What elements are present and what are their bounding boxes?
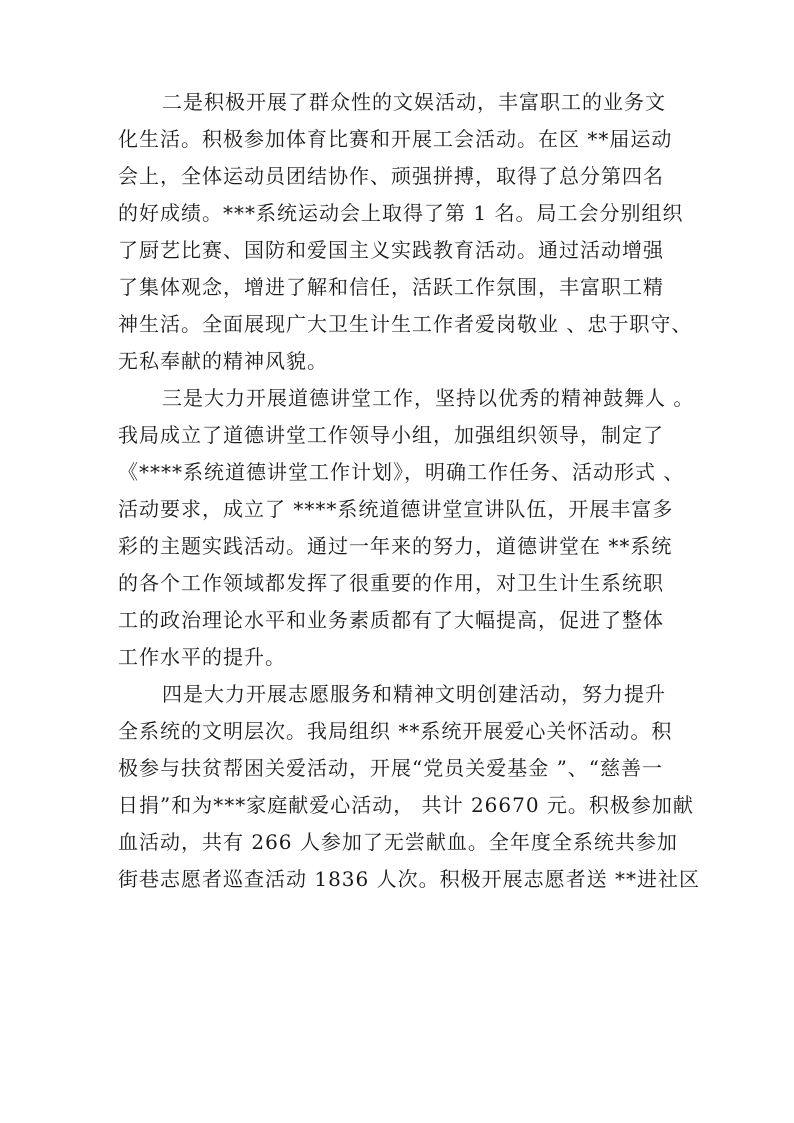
paragraph-line: 工作水平的提升。 — [118, 645, 286, 669]
paragraph-line: 了集体观念，增进了解和信任，活跃工作氛围，丰富职工精 — [118, 275, 664, 299]
paragraph-line: 无私奉献的精神风貌。 — [118, 349, 328, 373]
paragraph-line: 街巷志愿者巡查活动 1836 人次。积极开展志愿者送 **进社区 — [118, 867, 700, 891]
paragraph-line: 我局成立了道德讲堂工作领导小组，加强组织领导，制定了 — [118, 423, 664, 447]
document-body — [118, 84, 700, 898]
paragraph-line: 三是大力开展道德讲堂工作，坚持以优秀的精神鼓舞人 。 — [162, 386, 695, 410]
paragraph-line: 《****系统道德讲堂工作计划》，明确工作任务、活动形式 、 — [118, 460, 685, 484]
paragraph-line: 四是大力开展志愿服务和精神文明创建活动，努力提升 — [162, 682, 666, 706]
paragraph-line: 工的政治理论水平和业务素质都有了大幅提高，促进了整体 — [118, 608, 664, 632]
paragraph-line: 日捐”和为***家庭献爱心活动， 共计 26670 元。积极参加献 — [118, 793, 694, 817]
paragraph-line: 的好成绩。***系统运动会上取得了第 1 名。局工会分别组织 — [118, 201, 684, 225]
paragraph-line: 活动要求，成立了 ****系统道德讲堂宣讲队伍，开展丰富多 — [118, 497, 674, 521]
paragraph-moral-lecture — [118, 380, 695, 676]
paragraph-line: 了厨艺比赛、国防和爱国主义实践教育活动。通过活动增强 — [118, 238, 664, 262]
paragraph-line: 神生活。全面展现广大卫生计生工作者爱岗敬业 、忠于职守、 — [118, 312, 693, 336]
paragraph-line: 血活动，共有 266 人参加了无尝献血。全年度全系统共参加 — [118, 830, 678, 854]
paragraph-line: 彩的主题实践活动。通过一年来的努力，道德讲堂在 **系统 — [118, 534, 673, 558]
paragraph-line: 极参与扶贫帮困关爱活动，开展“党员关爱基金 ”、“慈善一 — [118, 756, 664, 780]
paragraph-line: 二是积极开展了群众性的文娱活动，丰富职工的业务文 — [162, 90, 666, 114]
paragraph-volunteer-service — [118, 676, 700, 898]
paragraph-line: 化生活。积极参加体育比赛和开展工会活动。在区 **届运动 — [118, 127, 673, 151]
paragraph-line: 全系统的文明层次。我局组织 **系统开展爱心关怀活动。积 — [118, 719, 673, 743]
paragraph-line: 的各个工作领域都发挥了很重要的作用，对卫生计生系统职 — [118, 571, 664, 595]
paragraph-line: 会上，全体运动员团结协作、顽强拼搏，取得了总分第四名 — [118, 164, 664, 188]
paragraph-cultural-activities — [118, 84, 693, 380]
